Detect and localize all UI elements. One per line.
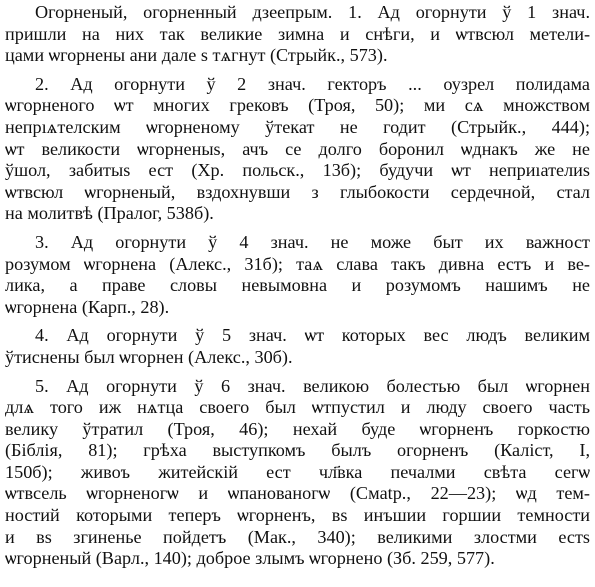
text-line: 4. Ад огорнути ў 5 знач. ѡт которых вес людъ великим bbox=[35, 325, 590, 346]
entry-paragraph bbox=[5, 2, 590, 67]
text-line: цами ѡгорнены ани дале ѕ тѧгнут (Стрыйк., 573). bbox=[5, 45, 388, 66]
paragraph-gap bbox=[5, 67, 590, 74]
entry-paragraph bbox=[5, 74, 590, 225]
text-line: ѡт великости ѡгорненыѕ, ачъ се долго боронил ѡднакъ же не bbox=[5, 138, 590, 159]
text-line: 2. Ад огорнути ў 2 знач. гекторъ ... оузрел полидама bbox=[35, 73, 590, 94]
text-line: розумом ѡгорнена (Алекс., 31б); таѧ слава такъ дивна естъ и ве- bbox=[5, 253, 590, 274]
entry-paragraph bbox=[5, 376, 590, 570]
text-line: велику ўтратил (Троя, 46); нехай буде ѡгорненъ горкостю bbox=[5, 418, 590, 439]
text-line: ѡтвсель ѡгорненогѡ и ѡпанованогѡ (Смatp., 22—23); ѡд тем- bbox=[5, 483, 590, 504]
text-line: 3. Ад огорнути ў 4 знач. не може быт их важност bbox=[35, 231, 590, 252]
text-line: 150б); живоъ житейскій ест чл҃вка печалми свѣта сегѡ bbox=[5, 461, 590, 482]
text-line: на молитвѣ (Пралог, 538б). bbox=[5, 203, 214, 224]
text-line: Огорненый, огорненный дзеепрым. 1. Ад огорнути ў 1 знач. bbox=[35, 2, 590, 22]
paragraph-gap bbox=[5, 318, 590, 325]
text-line: ѡгорненого ѡт многих грековъ (Троя, 50); ми сѧ множством bbox=[5, 95, 590, 116]
text-line: непрıѧтелским ѡгорненому ўтекат не годит (Стрыйк., 444); bbox=[5, 116, 590, 137]
text-line: ѡгорненый (Варл., 140); доброе злымъ ѡгорнено (Зб. 259, 577). bbox=[5, 548, 495, 569]
text-line: длѧ того иж нѧтца своего был ѡтпустил и люду своего часть bbox=[5, 397, 590, 418]
text-line: (Біблія, 81); грѣха выступкомъ былъ огорненъ (Каліст, І, bbox=[5, 440, 590, 461]
text-line: 5. Ад огорнути ў 6 знач. великою болестью был ѡгорнен bbox=[35, 375, 590, 396]
text-line: ўшол, забитыѕ ест (Хр. польск., 13б); будучи ѡт неприıателиѕ bbox=[5, 160, 590, 181]
dictionary-entry bbox=[5, 2, 590, 570]
text-line: лика, а праве словы невымовна и розумомъ нашимъ не bbox=[5, 275, 590, 296]
entry-paragraph bbox=[5, 325, 590, 368]
text-line: ѡтвсюл ѡгорненый, вздохнувши з глыбокости сердечной, стал bbox=[5, 181, 590, 202]
text-line: ўтиснены был ѡгорнен (Алекс., 30б). bbox=[5, 346, 293, 367]
text-line: и вѕ згиненье пойдетъ (Мак., 340); великими злостми естѕ bbox=[5, 526, 590, 547]
paragraph-gap bbox=[5, 225, 590, 232]
entry-paragraph bbox=[5, 232, 590, 318]
text-line: пришли на них так великие зимна и снѣги, и ѡтвсюл метели- bbox=[5, 23, 590, 44]
text-line: ѡгорнена (Карп., 28). bbox=[5, 296, 170, 317]
paragraph-gap bbox=[5, 369, 590, 376]
text-line: ностий которыми теперъ ѡгорненъ, вѕ инъшии горшии темности bbox=[5, 505, 590, 526]
